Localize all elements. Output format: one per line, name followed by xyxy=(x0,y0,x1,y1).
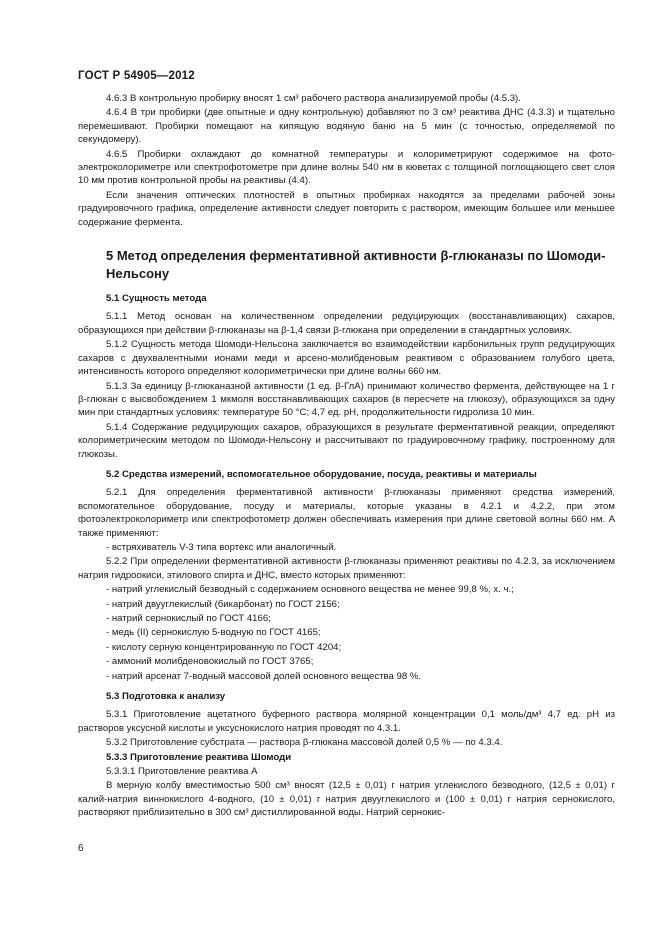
paragraph: 5.1.4 Содержание редуцирующих сахаров, образующихся в результате ферментативной реакции, определяют колориметрическим методом по Шомоди-Нельсону и рассчитывают по градуировочному графику, построенному для глюкозы. xyxy=(78,421,615,460)
list-item: - встряхиватель V-3 типа вортекс или аналогичный. xyxy=(106,541,337,553)
subsection-heading: 5.3.3 Приготовление реактива Шомоди xyxy=(106,751,292,763)
list-item: - аммоний молибденовокислый по ГОСТ 3765; xyxy=(106,656,314,668)
subsection-heading: 5.1 Сущность метода xyxy=(106,293,207,305)
paragraph: 4.6.4 В три пробирки (две опытные и одну контрольную) добавляют по 3 см³ реактива ДНС (4.3.3) и тщательно перемешивают. Пробирки помещают на кипящую водяную баню на 5 мин (с точностью, определяемой по секундомеру). xyxy=(78,107,615,146)
document-header: ГОСТ Р 54905—2012 xyxy=(78,70,195,82)
paragraph: 5.2.2 При определении ферментативной активности β-глюканазы применяют реактивы по 4.2.3, за исключением натрия гидроокиси, этилового спирта и ДНС, вместо которых применяют: xyxy=(78,556,615,581)
paragraph: 5.3.1 Приготовление ацетатного буферного раствора молярной концентрации 0,1 моль/дм³ 4,7 ед. рН из растворов уксусной кислоты и уксуснокислого натрия проводят по 4.3.1. xyxy=(78,709,615,734)
section-heading: 5 Метод определения ферментативной активности β-глюканазы по Шомоди-Нельсону xyxy=(106,248,606,281)
list-item: - натрий углекислый безводный с содержанием основного вещества не менее 99,8 %, х. ч.; xyxy=(106,584,514,596)
paragraph: Если значения оптических плотностей в опытных пробирках находятся за пределами рабочей зоны градуировочного графика, определение активности следует повторить с раствором, имеющим большее или меньшее содержание фермента. xyxy=(78,189,615,228)
paragraph: 5.3.2 Приготовление субстрата — раствора β-глюкана массовой долей 0,5 % — по 4.3.4. xyxy=(106,737,503,749)
list-item: - натрий сернокислый по ГОСТ 4166; xyxy=(106,613,271,624)
list-item: - кислоту серную концентрированную по ГОСТ 4204; xyxy=(106,641,342,653)
paragraph: 5.1.1 Метод основан на количественном определении редуцирующих (восстанавливающих) сахаров, образующихся при действии β-глюканазы на β-1,4 связи β-глюкана при определении в стандартных условиях. xyxy=(78,311,615,336)
subsection-heading: 5.2 Средства измерений, вспомогательное оборудование, посуда, реактивы и материалы xyxy=(106,468,537,480)
paragraph: 5.3.3.1 Приготовление реактива А xyxy=(106,766,258,778)
paragraph: 4.6.3 В контрольную пробирку вносят 1 см³ рабочего раствора анализируемой пробы (4.5.3). xyxy=(106,93,521,104)
paragraph: 5.2.1 Для определения ферментативной активности β-глюканазы применяют средства измерений, вспомогательное оборудование, посуду и материалы, которые указаны в 4.2.1 и 4.2.2, при этом фотоэлектроколориметр или спектрофотометр должен обеспечивать измерения при длине световой волны 660 нм. А также применяют: xyxy=(78,487,615,539)
document-body xyxy=(78,92,615,821)
page-number: 6 xyxy=(78,843,84,854)
paragraph: 5.1.2 Сущность метода Шомоди-Нельсона заключается во взаимодействии карбонильных групп редуцирующих сахаров с двухвалентными ионами меди и арсено-молибденовым реактивом с образованием голубого цвета, интенсивность которого определяют колориметрически при длине волны 660 нм. xyxy=(78,339,615,378)
list-item: - натрий арсенат 7-водный массовой долей основного вещества 98 %. xyxy=(106,670,422,682)
paragraph: В мерную колбу вместимостью 500 см³ вносят (12,5 ± 0,01) г натрия углекислого безводного, (12,5 ± 0,01) г калий-натрия виннокислого 4-водного, (10 ± 0,01) г натрия двууглекислого и (100 ± 0,01) г натрия сернокислого, растворяют приблизительно в 300 см³ дистиллированной воды. Натрий сернокис- xyxy=(78,780,615,819)
list-item: - натрий двууглекислый (бикарбонат) по ГОСТ 2156; xyxy=(106,598,340,610)
paragraph: 4.6.5 Пробирки охлаждают до комнатной температуры и колориметрируют содержимое на фотоэлектроколориметре или спектрофотометре при длине волны 540 нм в кюветах с толщиной поглощающего свет слоя 10 мм против контрольной пробы на реактивы (4.4). xyxy=(78,148,615,187)
paragraph: 5.1.3 За единицу β-глюканазной активности (1 ед. β-ГлА) принимают количество фермента, действующее на 1 г β-глюкан с высвобождением 1 мкмоля восстанавливающих сахаров (в пересчете на глюкозу), образующихся за одну мин при стандартных условиях: температуре 50 °С; 4,7 ед. рН, продолжительности гидролиза 10 мин. xyxy=(78,380,615,419)
subsection-heading: 5.3 Подготовка к анализу xyxy=(106,691,226,703)
list-item: - медь (II) сернокислую 5-водную по ГОСТ 4165; xyxy=(106,627,321,639)
